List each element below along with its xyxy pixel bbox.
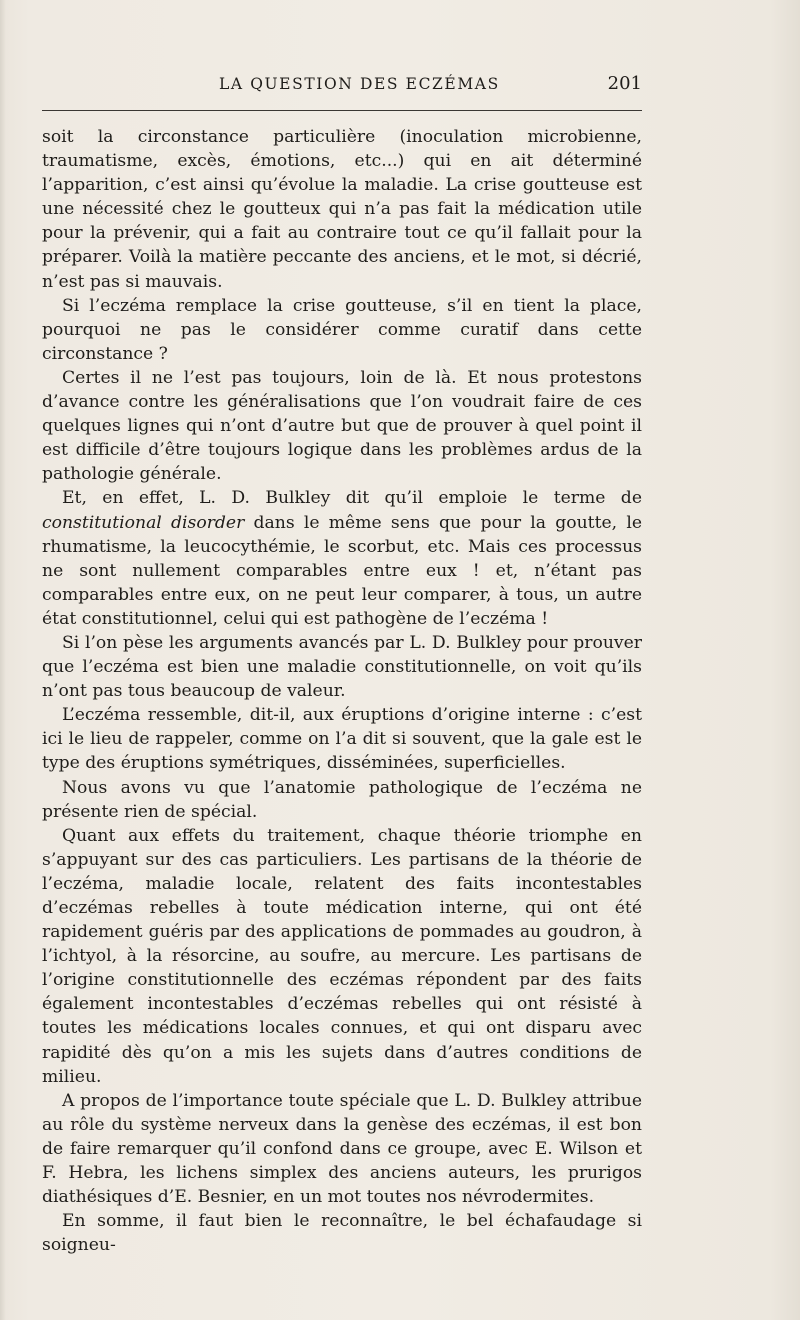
page-header [42,72,642,100]
header-rule [42,110,642,111]
paragraph [42,486,642,631]
paragraph: Quant aux effets du traitement, chaque théorie triomphe en s’appuyant sur des cas particuliers. Les partisans de la théorie de l’eczéma, maladie locale, relatent des faits incontestables d’eczémas rebelles à toute médication interne, qui ont été rapidement guéris par des applications de pommades au goudron, à l’ichtyol, à la résorcine, au soufre, au mercure. Les partisans de l’origine constitutionnelle des eczémas répondent par des faits également incontestables d’eczémas rebelles qui ont résisté à toutes les médications locales connues, et qui ont disparu avec rapidité dès qu’on a mis les sujets dans d’autres conditions de milieu. [42,825,642,1087]
page-number: 201 [607,73,642,94]
paragraph: soit la circonstance particulière (inoculation microbienne, traumatisme, excès, émotions, etc...) qui en ait déterminé l’apparition, c’est ainsi qu’évolue la maladie. La crise goutteuse est une nécessité chez le goutteux qui n’a pas fait la médication utile pour la prévenir, qui a fait au contraire tout ce qu’il fallait pour la préparer. Voilà la matière peccante des anciens, et le mot, si décrié, n’est pas si mauvais. [42,127,642,292]
body-text [42,125,642,1257]
italic-term: constitutional disorder [42,512,245,533]
paragraph: L’eczéma ressemble, dit-il, aux éruptions d’origine interne : c’est ici le lieu de rappeler, comme on l’a dit si souvent, que la gale est le type des éruptions symétriques, disséminées, superficielles. [42,705,642,774]
paragraph: Si l’on pèse les arguments avancés par L. D. Bulkley pour prouver que l’eczéma est bien une maladie constitutionnelle, on voit qu’ils n’ont pas tous beaucoup de valeur. [42,632,642,702]
paragraph: Certes il ne l’est pas toujours, loin de là. Et nous protestons d’avance contre les généralisations que l’on voudrait faire de ces quelques lignes qui n’ont d’autre but que de prouver à quel point il est difficile d’être toujours logique dans les problèmes ardus de la pathologie générale. [42,367,642,485]
running-title: LA QUESTION DES ECZÉMAS [219,75,500,93]
paragraph: En somme, il faut bien le reconnaître, le bel échafaudage si soigneu- [42,1211,642,1256]
paragraph-text: dans le même sens que pour la goutte, le rhumatisme, la leucocythémie, le scorbut, etc. Mais ces processus ne sont nullement comparables entre eux ! et, n’étant pas comparables entre eux, on ne peut leur comparer, à tous, un autre état constitutionnel, celui qui est pathogène de l’eczéma ! [42,512,642,629]
paragraph: Si l’eczéma remplace la crise goutteuse, s’il en tient la place, pourquoi ne pas le considérer comme curatif dans cette circonstance ? [42,295,642,364]
paragraph: Nous avons vu que l’anatomie pathologique de l’eczéma ne présente rien de spécial. [42,777,642,822]
paragraph: A propos de l’importance toute spéciale que L. D. Bulkley attribue au rôle du système nerveux dans la genèse des eczémas, il est bon de faire remarquer qu’il confond dans ce groupe, avec E. Wilson et F. Hebra, les lichens simplex des anciens auteurs, les prurigos diathésiques d’E. Besnier, en un mot toutes nos névrodermites. [42,1090,642,1208]
paragraph-text: Et, en effet, L. D. Bulkley dit qu’il emploie le terme de [62,488,642,509]
